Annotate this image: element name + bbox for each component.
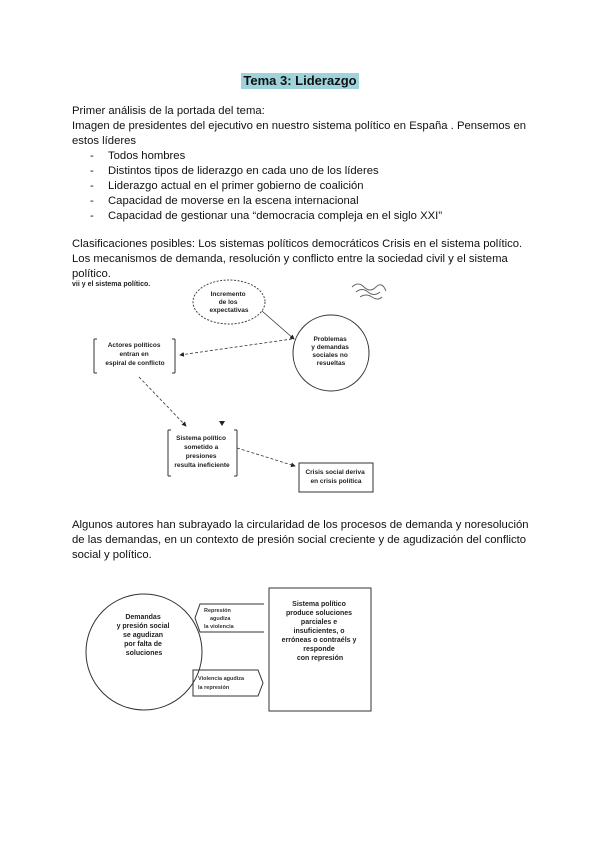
list-item: - Capacidad de gestionar una “democracia compleja en el siglo XXI”: [88, 209, 528, 224]
actores-label: Actores políticos entran en espiral de conflicto: [105, 342, 165, 367]
list-item: - Distintos tipos de liderazgo en cada uno de los líderes: [88, 164, 528, 179]
crisis-label: Crisis social deriva en crisis política: [305, 469, 365, 485]
violencia-arrow-box: [193, 670, 263, 696]
incremento-label: Incremento de los expectativas: [209, 291, 249, 314]
diagram-caption-fragment: vii y el sistema político.: [72, 281, 151, 288]
classification-paragraph: Clasificaciones posibles: Los sistemas políticos democráticos Crisis en el sistema político. Los mecanismos de demanda, resolución y conflicto entre la sociedad civil y el sistema político.: [72, 238, 523, 280]
intro-line-1: Primer análisis de la portada del tema:: [72, 105, 265, 117]
circularity-paragraph: Algunos autores han subrayado la circularidad de los procesos de demanda y noresolución de las demandas, en un contexto de presión social creciente y de agudización del conflicto social y político.: [72, 519, 529, 561]
arrow-head-marker: [219, 421, 225, 426]
scribble-decoration: [352, 284, 386, 299]
page-title: Tema 3: Liderazgo: [243, 73, 357, 88]
represion-label: Represión agudiza la violencia: [204, 608, 234, 630]
list-item: - Capacidad de moverse en la escena internacional: [88, 194, 528, 209]
sistema-respuesta-label: Sistema político produce soluciones parciales e insuficientes, o erróneas o contraéls y responde con represión: [281, 601, 357, 662]
arrow-sistema-to-crisis: [237, 448, 295, 466]
sistema-label: Sistema político sometido a presiones resulta ineficiente: [174, 435, 230, 469]
arrow-actores-to-sistema: [139, 377, 186, 426]
list-item: - Liderazgo actual en el primer gobierno de coalición: [88, 179, 528, 194]
intro-line-2: Imagen de presidentes del ejecutivo en nuestro sistema político en España . Pensemos en estos líderes: [72, 120, 527, 147]
list-item: - Todos hombres: [88, 149, 528, 164]
demandas-label: Demandas y presión social se agudizan por falta de soluciones: [116, 614, 170, 657]
problemas-label: Problemas y demandas sociales no resueltas: [311, 336, 349, 367]
arrow-problemas-to-actores: [180, 339, 292, 355]
arrow-incremento-to-problemas: [262, 311, 294, 339]
violencia-label: Violencia agudiza la represión: [198, 676, 245, 691]
